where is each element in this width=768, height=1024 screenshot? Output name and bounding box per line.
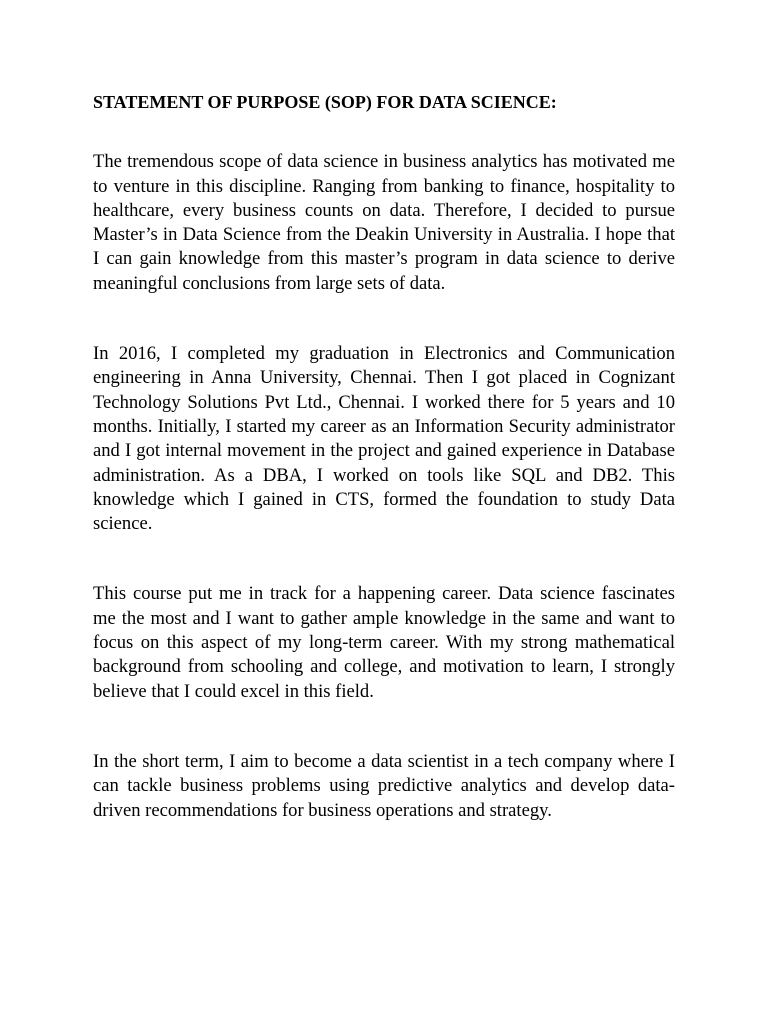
paragraph-motivation: This course put me in track for a happening career. Data science fascinates me the most and I want to gather ample knowledge in the same and want to focus on this aspect of my long-term career. With my strong mathematical background from schooling and college, and motivation to learn, I strongly believe that I could excel in this field.	[93, 583, 675, 702]
paragraph-goals: In the short term, I aim to become a data scientist in a tech company where I can tackle business problems using predictive analytics and develop data-driven recommendations for business operations and strategy.	[93, 750, 675, 821]
document-title: STATEMENT OF PURPOSE (SOP) FOR DATA SCIENCE:	[93, 92, 557, 112]
document-page	[93, 90, 675, 823]
paragraph-intro: The tremendous scope of data science in business analytics has motivated me to venture in this discipline. Ranging from banking to finance, hospitality to healthcare, every business counts on data. Therefore, I decided to pursue Master’s in Data Science from the Deakin University in Australia. I hope that I can gain knowledge from this master’s program in data science to derive meaningful conclusions from large sets of data.	[93, 151, 675, 294]
paragraph-background: In 2016, I completed my graduation in Electronics and Communication engineering in Anna University, Chennai. Then I got placed in Cognizant Technology Solutions Pvt Ltd., Chennai. I worked there for 5 years and 10 months. Initially, I started my career as an Information Security administrator and I got internal movement in the project and gained experience in Database administration. As a DBA, I worked on tools like SQL and DB2. This knowledge which I gained in CTS, formed the foundation to study Data science.	[93, 343, 675, 535]
